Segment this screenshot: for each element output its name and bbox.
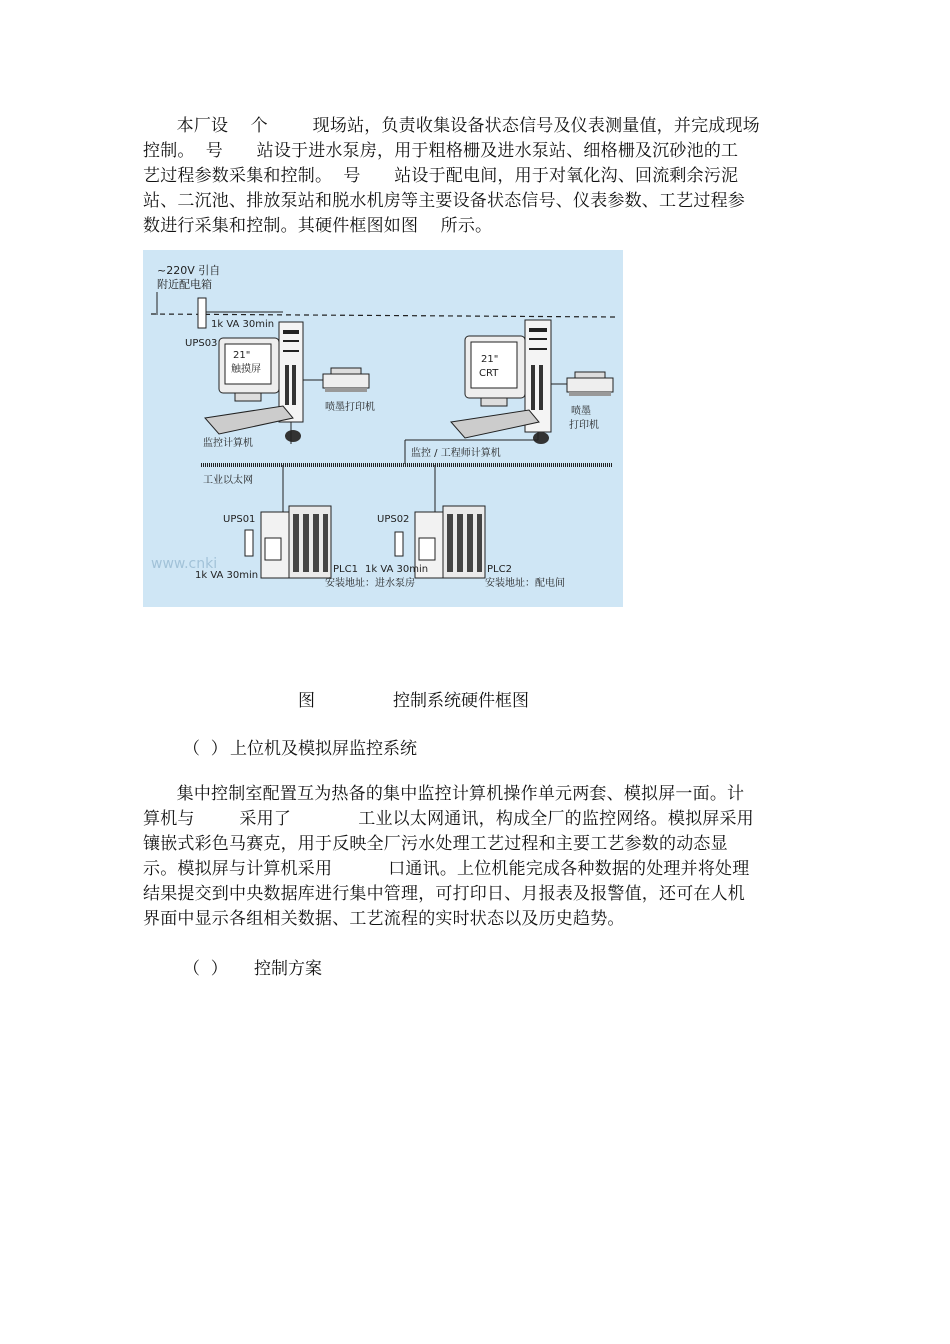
para2-line-6: 界面中显示各组相关数据、工艺流程的实时状态以及历史趋势。: [143, 909, 625, 929]
para2-line-3: 镶嵌式彩色马赛克，用于反映全厂污水处理工艺过程和主要工艺参数的动态显: [143, 834, 728, 854]
right-printer-icon: [567, 372, 613, 396]
figure-caption-title: 控制系统硬件框图: [393, 691, 529, 711]
para1-line-3: 艺过程参数采集和控制。 号 站设于配电间，用于对氧化沟、回流剩余污泥: [143, 166, 739, 186]
plc2-address: 安装地址：配电间: [485, 578, 565, 589]
right-workstation-icon: [451, 320, 551, 444]
ups03-label: UPS03: [185, 338, 218, 349]
plc2-label: PLC2: [487, 564, 512, 575]
ups01-label: UPS01: [223, 514, 256, 525]
para2-line-2: 算机与 采用了 工业以太网通讯，构成全厂的监控网络。模拟屏采用: [143, 809, 754, 829]
section2-number: （ ）: [183, 959, 228, 979]
computer-right-label: 监控 / 工程师计算机: [411, 448, 501, 459]
ups03-rating: 1k VA 30min: [211, 319, 275, 330]
room-boundary-dashed: [151, 314, 615, 317]
para2-line-1: 集中控制室配置互为热备的集中监控计算机操作单元两套、模拟屏一面。计: [143, 784, 745, 804]
ups02-label: UPS02: [377, 514, 410, 525]
monitor-left-size: 21": [233, 350, 251, 361]
watermark: www.cnki: [151, 556, 218, 572]
para1-line-4: 站、二沉池、排放泵站和脱水机房等主要设备状态信号、仪表参数、工艺过程参: [143, 191, 745, 211]
ups02-icon: [395, 532, 403, 556]
para1-line-1: 本厂设 个 现场站，负责收集设备状态信号及仪表测量值，并完成现场: [143, 116, 760, 136]
hardware-diagram: [143, 250, 623, 607]
section1-title: 上位机及模拟屏监控系统: [230, 739, 417, 759]
printer-right-label-1: 喷墨: [571, 406, 591, 417]
left-workstation-icon: [205, 322, 303, 442]
power-label-2: 附近配电箱: [157, 278, 212, 291]
computer-left-label: 监控计算机: [203, 438, 253, 449]
monitor-right-size: 21": [481, 354, 499, 365]
para1-line-2: 控制。 号 站设于进水泵房，用于粗格栅及进水泵站、细格栅及沉砂池的工: [143, 141, 739, 161]
ups01-icon: [245, 530, 253, 556]
para2-line-4: 示。模拟屏与计算机采用 口通讯。上位机能完成各种数据的处理并将处理: [143, 859, 750, 879]
plc1-label: PLC1: [333, 564, 358, 575]
para2-line-5: 结果提交到中央数据库进行集中管理，可打印日、月报表及报警值，还可在人机: [143, 884, 745, 904]
plc1-address: 安装地址：进水泵房: [325, 578, 415, 589]
ups03-icon: [198, 298, 206, 328]
printer-right-label-2: 打印机: [569, 420, 599, 431]
plc1-rack-icon: [261, 506, 331, 578]
monitor-left-type: 触摸屏: [231, 364, 261, 375]
power-label-1: ~220V 引自: [157, 264, 221, 277]
para1-line-5: 数进行采集和控制。其硬件框图如图 所示。: [143, 216, 493, 236]
left-printer-icon: [323, 368, 369, 392]
ups01-rating: 1k VA 30min: [195, 570, 259, 581]
printer-left-label: 喷墨打印机: [325, 402, 375, 413]
section2-title: 控制方案: [254, 959, 322, 979]
section1-number: （ ）: [183, 739, 228, 759]
figure-caption-label: 图: [298, 691, 315, 711]
monitor-right-type: CRT: [479, 368, 499, 379]
ethernet-label: 工业以太网: [203, 475, 253, 486]
ups02-rating: 1k VA 30min: [365, 564, 429, 575]
